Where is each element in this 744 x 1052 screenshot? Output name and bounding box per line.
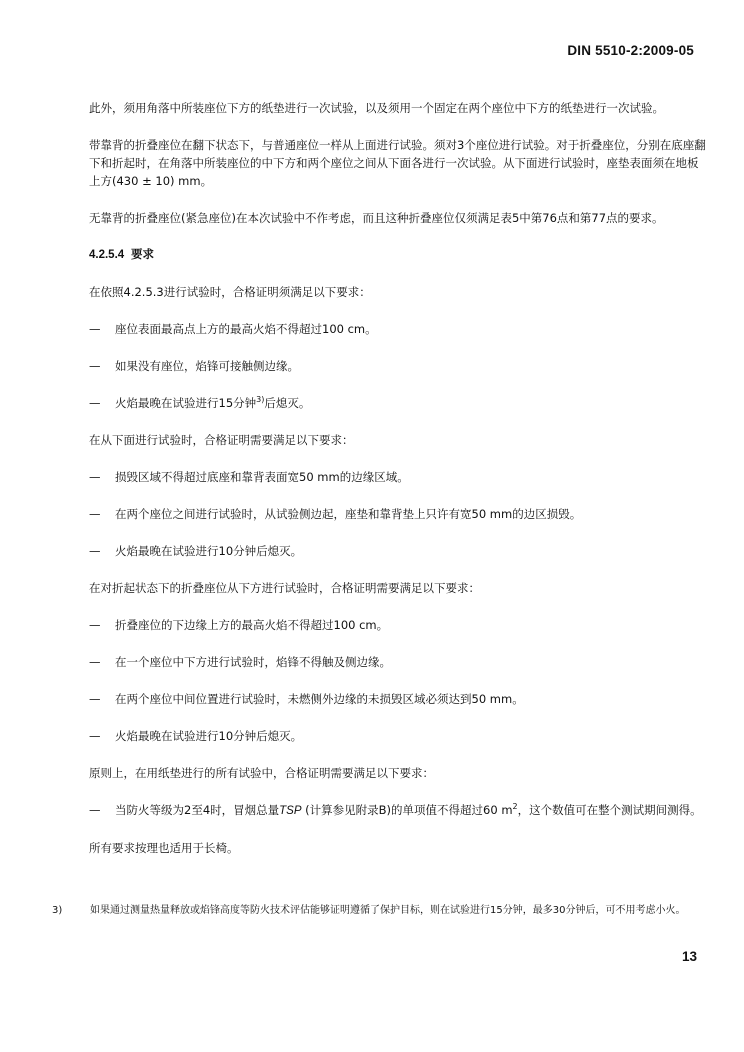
- list-item: — 当防火等级为2至4时，冒烟总量TSP (计算参见附录B)的单项值不得超过60 $m^2$，这个数值可在整个测试期间测得。: [89, 802, 702, 817]
- group1-intro: 在依照4.2.5.3进行试验时，合格证明须满足以下要求：: [89, 285, 371, 299]
- document-header: DIN 5510-2:2009-05: [567, 43, 694, 58]
- paragraph-1: 此外，须用角落中所装座位下方的纸垫进行一次试验，以及须用一个固定在两个座位中下方的纸垫进行一次试验。: [89, 101, 664, 115]
- paragraph-2: 带靠背的折叠座位在翻下状态下，与普通座位一样从上面进行试验。须对3个座位进行试验。对于折叠座位，分别在底座翻下和折起时，在角落中所装座位的中下方和两个座位之间从下面各进行一次试验。从下面进行试验时，座垫表面须在地板上方(430 ± 10) mm。: [89, 138, 706, 188]
- group3-intro: 在对折起状态下的折叠座位从下方进行试验时，合格证明需要满足以下要求：: [89, 581, 480, 595]
- group4-intro: 原则上，在用纸垫进行的所有试验中，合格证明需要满足以下要求：: [89, 766, 434, 780]
- list-item: — 火焰最晚在试验进行15分钟$^{3)}$后熄灭。: [89, 395, 311, 410]
- list-item: — 如果没有座位，焰锋可接触侧边缘。: [89, 359, 299, 373]
- footnote-marker: 3): [52, 905, 63, 916]
- list-item: — 在一个座位中下方进行试验时，焰锋不得触及侧边缘。: [89, 655, 391, 669]
- list-item: — 损毁区域不得超过底座和靠背表面宽50 mm的边缘区域。: [89, 470, 409, 484]
- group2-intro: 在从下面进行试验时，合格证明需要满足以下要求：: [89, 433, 354, 447]
- list-item: — 在两个座位之间进行试验时，从试验侧边起，座垫和靠背垫上只许有宽50 mm的边区损毁。: [89, 507, 582, 521]
- page-number: 13: [681, 949, 697, 964]
- main-content: [89, 99, 709, 857]
- list-item: — 在两个座位中间位置进行试验时，未燃侧外边缘的未损毁区域必须达到50 mm。: [89, 692, 524, 706]
- section-heading: [89, 246, 709, 264]
- list-item: — 座位表面最高点上方的最高火焰不得超过100 cm。: [89, 322, 377, 336]
- list-item: — 折叠座位的下边缘上方的最高火焰不得超过100 cm。: [89, 618, 389, 632]
- list-item: — 火焰最晚在试验进行10分钟后熄灭。: [89, 729, 303, 743]
- paragraph-3: 无靠背的折叠座位(紧急座位)在本次试验中不作考虑，而且这种折叠座位仅须满足表5中第76点和第77点的要求。: [89, 211, 664, 225]
- section-number: 4.2.5.4: [89, 249, 125, 261]
- footnote: [52, 904, 712, 918]
- list-item: — 火焰最晚在试验进行10分钟后熄灭。: [89, 544, 303, 558]
- section-title: 要求: [131, 249, 154, 261]
- closing-paragraph: 所有要求按理也适用于长椅。: [89, 841, 239, 855]
- footnote-text: 如果通过测量热量释放或焰锋高度等防火技术评估能够证明遵循了保护目标，则在试验进行15分钟，最多30分钟后，可不用考虑小火。: [90, 905, 686, 916]
- footnote-reference: 3): [256, 395, 265, 405]
